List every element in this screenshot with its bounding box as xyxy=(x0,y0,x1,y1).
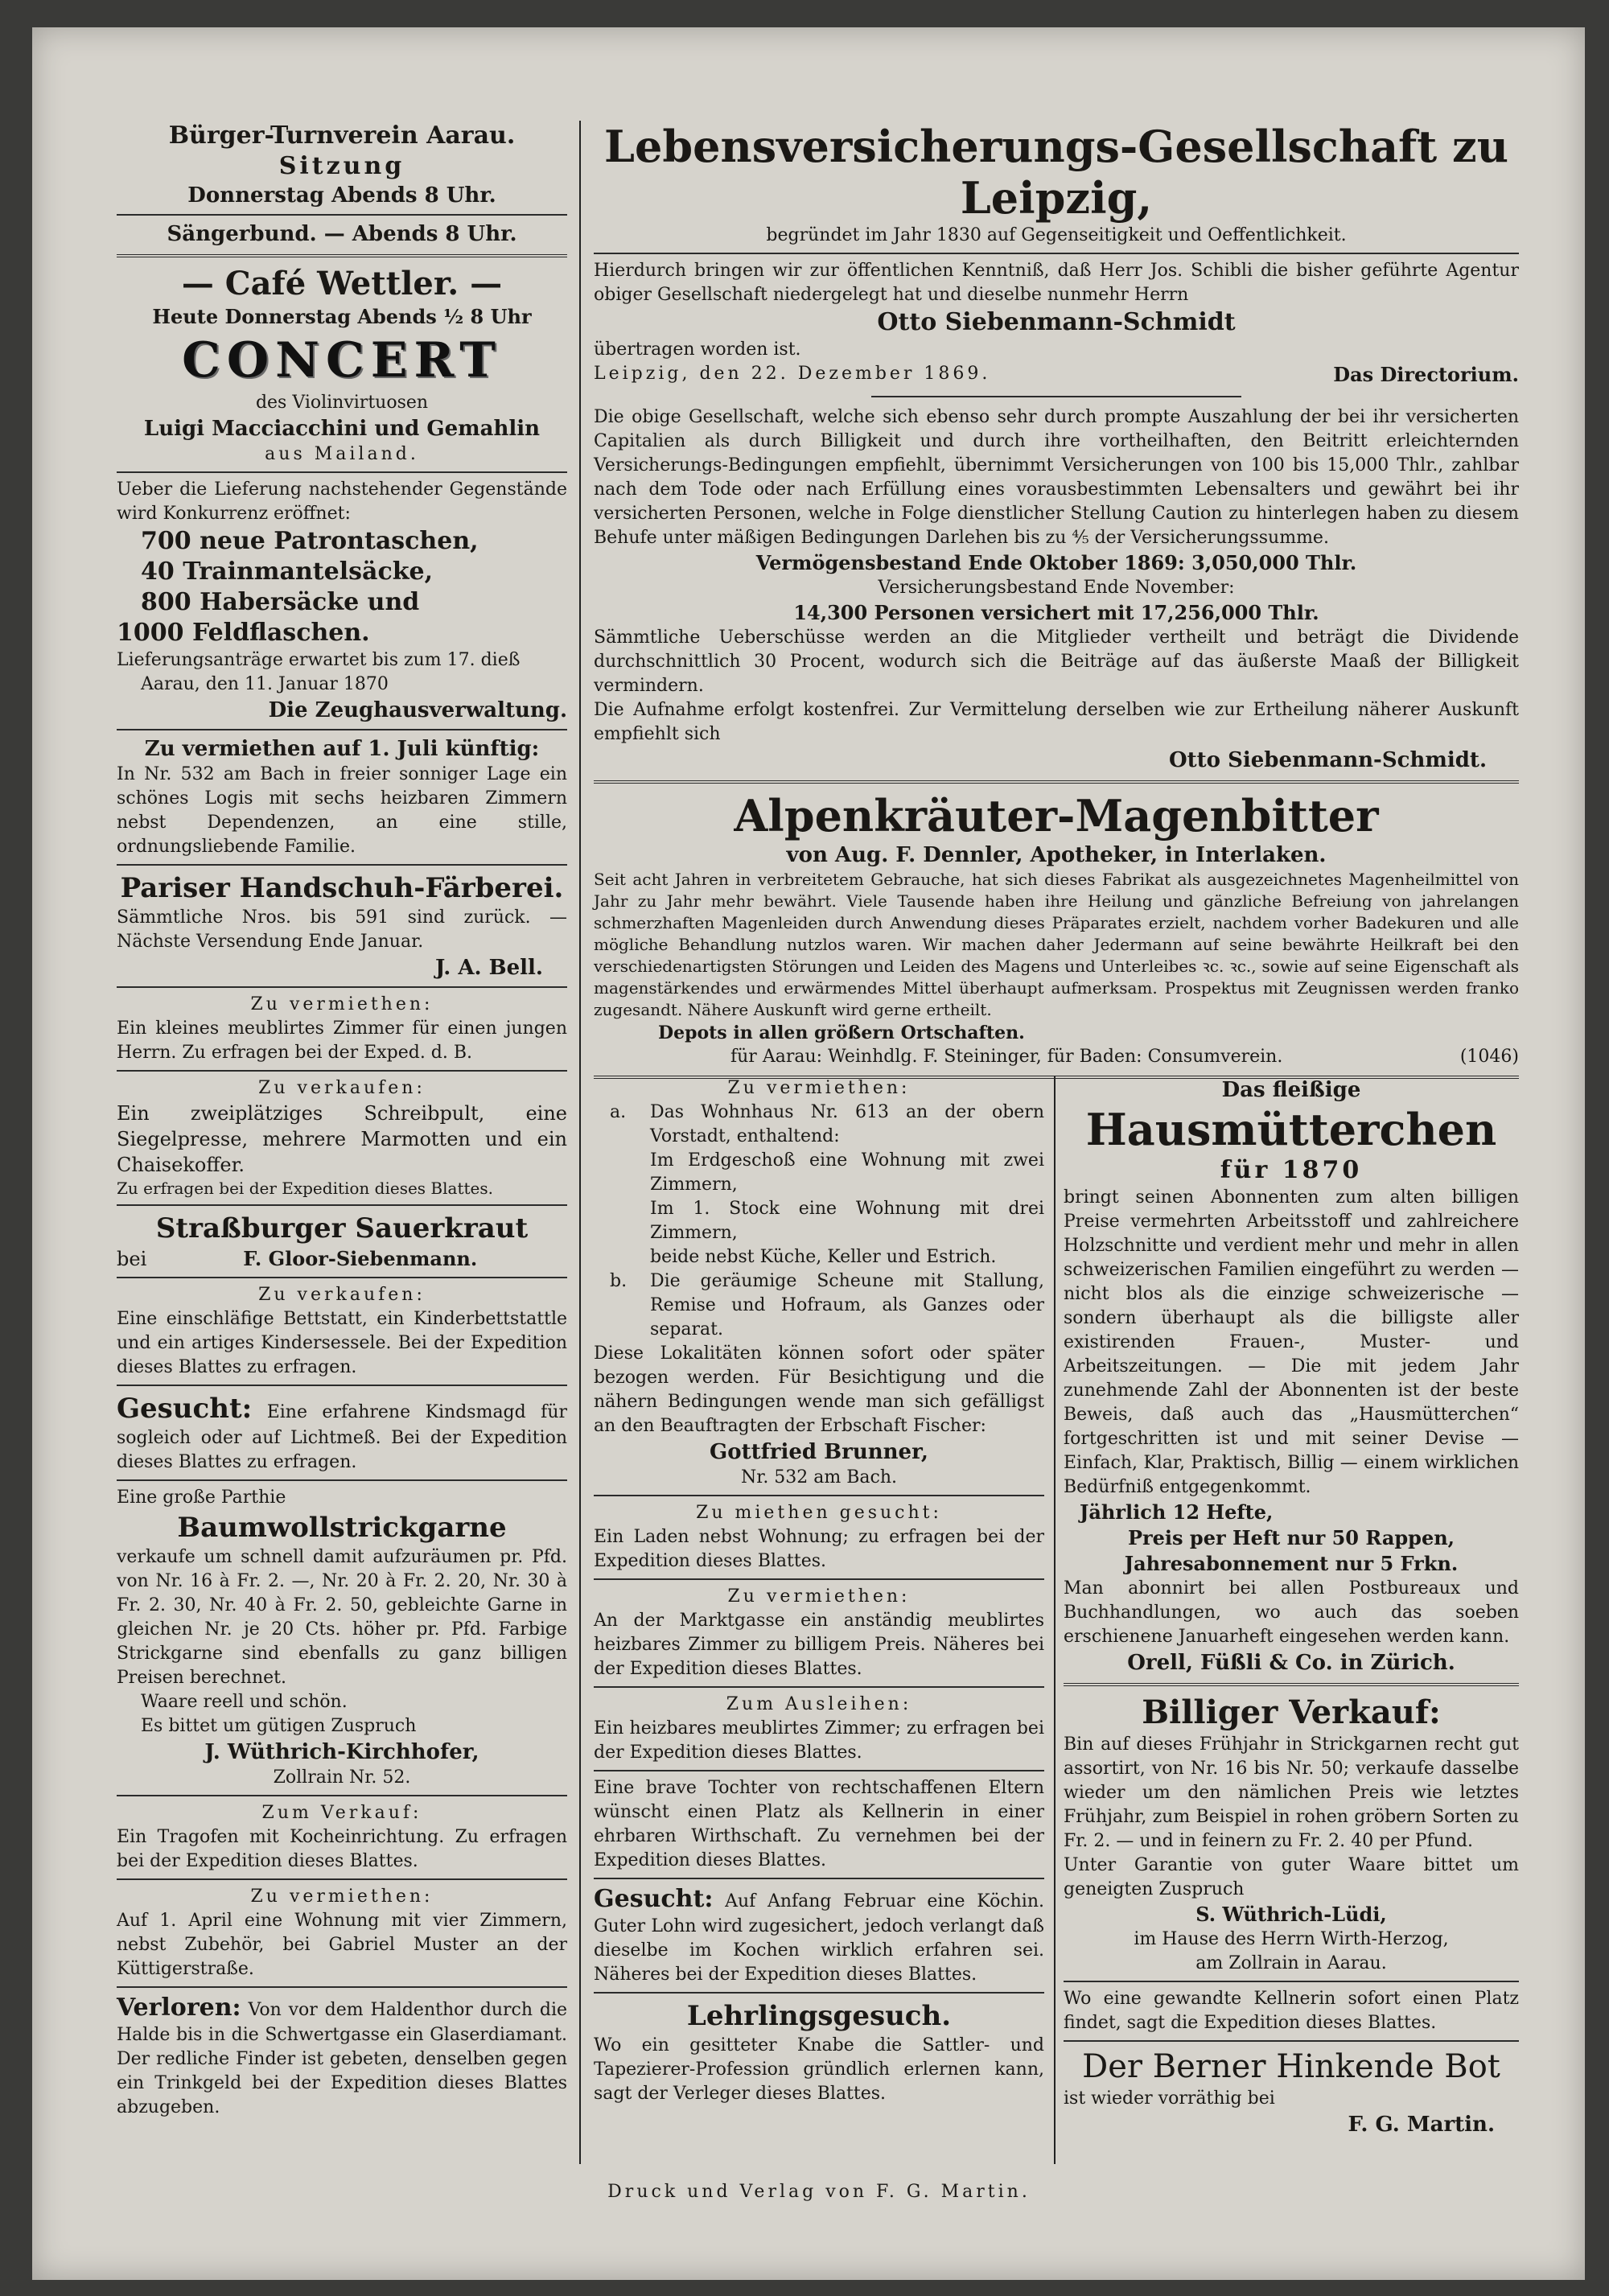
item-b-label: b. xyxy=(610,1271,628,1291)
miethen-head: Zu miethen gesucht: xyxy=(696,1503,942,1523)
leipzig-dir: Das Directorium. xyxy=(1333,363,1519,386)
verkauf-3-text: Ein Tragofen mit Kocheinrichtung. Zu erfragen bei der Expedition dieses Blattes. xyxy=(117,1827,567,1871)
concert-title: CONCERT xyxy=(182,332,502,389)
pariser-sign: J. A. Bell. xyxy=(435,956,543,980)
sauerkraut-name: F. Gloor-Siebenmann. xyxy=(243,1247,478,1270)
concert-names: Luigi Macciacchini und Gemahlin xyxy=(143,417,541,441)
vermiethen-zimmer-text: An der Marktgasse ein anständig meublirtes heizbares Zimmer zu billigem Preis. Näheres bei der Expedition dieses Blattes. xyxy=(594,1611,1044,1679)
gesucht-text: Eine erfahrene Kindsmagd für sogleich oder auf Lichtmeß. Bei der Expedition dieses Blattes zu erfragen. xyxy=(117,1402,568,1472)
leipzig-p3: Die obige Gesellschaft, welche sich ebenso sehr durch prompte Auszahlung der bei ihr versicherten Capitalien als durch Billigkeit und durch ihre vortheilhaften, den Beitritt erleichternden Versicherungs-Bedingungen empfiehlt, übernimmt Versicherungen von 100 bis 15,000 Thlr., zahlbar nach dem Tode oder nach Erfüllung eines vorausbestimmten Lebensalters und gewährt bei ihr versicherten Personen, welche in Folge dienstlicher Stellung Caution zu hinterlegen haben zu diesem Behufe unter mäßigen Bedingungen Darlehen bis zu ⅘ der Versicherungssumme. xyxy=(594,407,1519,548)
alpen-text: Seit acht Jahren in verbreitetem Gebrauche, hat sich dieses Fabrikat als ausgezeichnetes Magenheilmittel von Jahr zu Jahr mehr bewährt. Viele Tausende haben ihre Heilung und gänzliche Befreiung von jahrelangen schmerzhaften Magenleiden durch Anwendung dieses Präparates erzielt, nachdem vorher Badekuren und alle mögliche Behandlung nutzlos waren. Wir machen daher Jedermann auf seine bewährte Heilkraft bei den verschiedenartigsten Störungen und Leiden des Magens und Unterleibes ꝛc. ꝛc., sowie auf seine Eigenschaft als magenstärkendes und erwärmendes Mittel überhaupt aufmerksam. Prospektus mit Zeugnissen werden franko zugesandt. Nähere Auskunft wird gerne ertheilt. xyxy=(594,870,1519,1019)
billig-addr1: im Hause des Herrn Wirth-Herzog, xyxy=(1134,1929,1449,1949)
concert-when: Heute Donnerstag Abends ½ 8 Uhr xyxy=(152,305,532,328)
lieferung-date: Aarau, den 11. Januar 1870 xyxy=(141,674,389,694)
leipzig-name: Otto Siebenmann-Schmidt xyxy=(877,308,1236,336)
ausleihen-head: Zum Ausleihen: xyxy=(726,1694,912,1714)
garn-head: Baumwollstrickgarne xyxy=(177,1512,507,1544)
turnverein-title: Bürger-Turnverein Aarau. xyxy=(168,121,516,150)
bot-sign: F. G. Martin. xyxy=(1348,2113,1495,2137)
leipzig-head: Lebensversicherungs-Gesellschaft zu Leipzig, xyxy=(604,121,1508,224)
leipzig-p5: Die Aufnahme erfolgt kostenfrei. Zur Vermittelung derselben wie zur Ertheilung näherer Auskunft empfiehlt sich xyxy=(594,700,1519,744)
right-wide-column xyxy=(594,121,1519,1085)
garn-intro: Eine große Parthie xyxy=(117,1487,286,1508)
garn-sign: J. Wüthrich-Kirchhofer, xyxy=(204,1740,479,1764)
leipzig-sub: begründet im Jahr 1830 auf Gegenseitigkeit und Oeffentlichkeit. xyxy=(766,225,1347,245)
left-column xyxy=(117,121,567,2120)
item-a-line3: beide nebst Küche, Keller und Estrich. xyxy=(650,1247,997,1267)
leipzig-sign: Otto Siebenmann-Schmidt. xyxy=(1169,748,1487,772)
gesucht-label: Gesucht: xyxy=(117,1393,253,1425)
verkaufen-2-text: Eine einschläfige Bettstatt, ein Kinderbettstattle und ein artiges Kindersesselе. Bei der Expedition dieses Blattes zu erfragen. xyxy=(117,1309,567,1377)
vermiethen-1-text: In Nr. 532 am Bach in freier sonniger Lage ein schönes Logis mit sechs heizbaren Zimmern nebst Dependenzen, an eine stille, ordnungsliebende Familie. xyxy=(117,764,567,857)
hausmuetterchen-das: Das fleißige xyxy=(1221,1078,1361,1102)
item-a-line1: Im Erdgeschoß eine Wohnung mit zwei Zimmern, xyxy=(650,1150,1044,1195)
pariser-text: Sämmtliche Nros. bis 591 sind zurück. — Nächste Versendung Ende Januar. xyxy=(117,907,567,952)
pariser-head: Pariser Handschuh-Färberei. xyxy=(120,872,564,904)
middle-lower-column xyxy=(594,1076,1044,2106)
hausmuetterchen-preis: Preis per Heft nur 50 Rappen, xyxy=(1127,1526,1455,1549)
verkaufen-1-note: Zu erfragen bei der Expedition dieses Blattes. xyxy=(117,1179,493,1198)
hausmuetterchen-hefte: Jährlich 12 Hefte, xyxy=(1080,1500,1274,1524)
billig-garantie: Unter Garantie von guter Waare bittet um geneigten Zuspruch xyxy=(1064,1855,1519,1899)
vermiethen-zimmer-head: Zu vermiethen: xyxy=(727,1586,911,1607)
garn-addr: Zollrain Nr. 52. xyxy=(273,1767,411,1788)
item-b-text: Die geräumige Scheune mit Stallung, Remise und Hofraum, als Ganzes oder separat. xyxy=(650,1271,1044,1339)
verm-haus-sign: Gottfried Brunner, xyxy=(710,1440,928,1464)
bot-text: ist wieder vorräthig bei xyxy=(1064,2088,1275,2109)
lieferung-item-4: 1000 Feldflaschen. xyxy=(117,619,370,647)
alpen-aarau: für Aarau: Weinhdlg. F. Steininger, für Baden: Consumverein. xyxy=(730,1047,1283,1067)
leipzig-date: Leipzig, den 22. Dezember 1869. xyxy=(594,364,991,384)
sitzung-time: Donnerstag Abends 8 Uhr. xyxy=(187,183,496,208)
leipzig-p4: Sämmtliche Ueberschüsse werden an die Mitglieder vertheilt und beträgt die Dividende durchschnittlich 30 Procent, wodurch sich die Beiträge auf das äußerste Maaß der Billigkeit vermindern. xyxy=(594,627,1519,696)
billig-sign: S. Wüthrich-Lüdi, xyxy=(1195,1903,1387,1926)
garn-bittet: Es bittet um gütigen Zuspruch xyxy=(141,1716,417,1736)
garn-text: verkaufe um schnell damit aufzuräumen pr. Pfd. von Nr. 16 à Fr. 2. —, Nr. 20 à Fr. 2. 20, Nr. 30 à Fr. 2. 30, Nr. 40 à Fr. 2. 50, gebleichte Garne in gleichen Nr. je 20 Cts. höher pr. Pfd. Farbige Strickgarne sind ebenfalls zu ganz billigen Preisen berechnet. xyxy=(117,1547,567,1688)
sauerkraut-head: Straßburger Sauerkraut xyxy=(155,1212,529,1245)
vermiethen-3-text: Auf 1. April eine Wohnung mit vier Zimmern, nebst Zubehör, bei Gabriel Muster an der Küttigerstraße. xyxy=(117,1911,567,1979)
alpen-nr: (1046) xyxy=(1459,1047,1519,1067)
hausmuetterchen-year: für 1870 xyxy=(1220,1156,1363,1184)
verm-haus-addr: Nr. 532 am Bach. xyxy=(740,1467,898,1487)
lieferung-item-1: 700 neue Patrontaschen, xyxy=(141,527,479,555)
billig-text: Bin auf dieses Frühjahr in Strickgarnen recht gut assortirt, von Nr. 16 bis Nr. 50; verkaufe dasselbe wieder um den nämlichen Preis wie letztes Frühjahr, zum Beispiel in rohen gröbern Sorten zu Fr. 2. — und in feinern zu Fr. 2. 40 per Pfund. xyxy=(1064,1734,1519,1851)
verloren-label: Verloren: xyxy=(117,1994,241,2022)
hausmuetterchen-sign: Orell, Füßli & Co. in Zürich. xyxy=(1127,1651,1455,1675)
leipzig-vermoegen: Vermögensbestand Ende Oktober 1869: 3,050,000 Thlr. xyxy=(755,551,1357,574)
vermiethen-2-text: Ein kleines meublirtes Zimmer für einen jungen Herrn. Zu erfragen bei der Exped. d. B. xyxy=(117,1018,567,1063)
concert-des: des Violinvirtuosen xyxy=(255,393,429,413)
item-a-label: a. xyxy=(610,1102,627,1122)
verkaufen-1-head: Zu verkaufen: xyxy=(258,1078,426,1098)
column-rule-left xyxy=(579,121,581,2164)
alpen-depots: Depots in allen größern Ortschaften. xyxy=(658,1023,1025,1043)
sauerkraut-bei: bei xyxy=(117,1248,147,1270)
lieferung-sign: Die Zeughausverwaltung. xyxy=(268,698,567,722)
verkaufen-1-text: Ein zweiplätziges Schreibpult, eine Siegelpresse, mehrere Marmotten und ein Chaisekoffer. xyxy=(117,1102,567,1176)
vermiethen-3-head: Zu vermiethen: xyxy=(250,1887,434,1907)
verkaufen-2-head: Zu verkaufen: xyxy=(258,1285,426,1305)
verloren-text: Von vor dem Haldenthor durch die Halde bis in die Schwertgasse ein Glaserdiamant. Der redliche Finder ist gebeten, denselben gegen ein Trinkgeld bei der Expedition dieses Blattes abzugeben. xyxy=(117,2000,568,2117)
billig-head: Billiger Verkauf: xyxy=(1142,1693,1441,1731)
leipzig-p2: übertragen worden ist. xyxy=(594,339,801,360)
tochter-text: Eine brave Tochter von rechtschaffenen Eltern wünscht einen Platz als Kellnerin in einer ehrbaren Wirthschaft. Zu vernehmen bei der Expedition dieses Blattes. xyxy=(594,1778,1044,1870)
hausmuetterchen-head: Hausmütterchen xyxy=(1085,1104,1497,1155)
verm-haus-head: Zu vermiethen: xyxy=(727,1078,911,1098)
leipzig-versicherung: Versicherungsbestand Ende November: xyxy=(878,578,1235,598)
lehrling-text: Wo ein gesitteter Knabe die Sattler- und Tapezierer-Profession gründlich erlernen kann, sagt der Verleger dieses Blattes. xyxy=(594,2035,1044,2104)
leipzig-personen: 14,300 Personen versichert mit 17,256,000 Thlr. xyxy=(793,601,1319,624)
cafe-title: — Café Wettler. — xyxy=(181,265,503,302)
footer-imprint: Druck und Verlag von F. G. Martin. xyxy=(607,2182,1031,2202)
hausmuetterchen-abon: Man abonnirt bei allen Postbureaux und Buchhandlungen, wo auch das soeben erschienene Januarheft eingesehen werden kann. xyxy=(1064,1578,1519,1647)
koechin-text: Auf Anfang Februar eine Köchin. Guter Lohn wird zugesichert, jedoch verlangt daß dieselbe im Kochen wirklich erfahren sei. Näheres bei der Expedition dieses Blattes. xyxy=(594,1891,1045,1985)
hausmuetterchen-text: bringt seinen Abonnenten zum alten billigen Preise vermehrten Arbeitsstoff und zahlreichere Holzschnitte und verdient mehr und mehr in allen schweizerischen Familien eingeführt zu werden — nicht blos als die einzige schweizerische — sondern überhaupt als die billigste aller existirenden Frauen-, Muster- und Arbeitszeitungen. — Die mit jedem Jahr zunehmende Zahl der Abonnenten ist der beste Beweis, daß auch das „Hausmütterchen“ fortgeschritten ist und mit seiner Devise — Einfach, Klar, Praktisch, Billig — einem wirklichen Bedürfniß entgegenkommt. xyxy=(1064,1187,1519,1497)
bot-head: Der Berner Hinkende Bot xyxy=(1082,2048,1500,2085)
leipzig-p1: Hierdurch bringen wir zur öffentlichen Kenntniß, daß Herr Jos. Schibli die bisher geführte Agentur obiger Gesellschaft niedergelegt hat und dieselbe nunmehr Herrn xyxy=(594,261,1519,305)
lieferung-item-3: 800 Habersäcke und xyxy=(141,588,420,616)
vermiethen-2-head: Zu vermiethen: xyxy=(250,994,434,1014)
lieferung-deadline: Lieferungsanträge erwartet bis zum 17. dieß xyxy=(117,650,521,670)
alpen-von: von Aug. F. Dennler, Apotheker, in Interlaken. xyxy=(786,843,1327,867)
miethen-text: Ein Laden nebst Wohnung; zu erfragen bei der Expedition dieses Blattes. xyxy=(594,1527,1044,1571)
verm-haus-p: Diese Lokalitäten können sofort oder später bezogen werden. Für Besichtigung und die nähern Bedingungen wende man sich gefälligst an den Beauftragten der Erbschaft Fischer: xyxy=(594,1343,1044,1436)
item-a-line2: Im 1. Stock eine Wohnung mit drei Zimmern, xyxy=(650,1199,1044,1243)
sitzung: Sitzung xyxy=(278,152,405,180)
saengerbund: Sängerbund. — Abends 8 Uhr. xyxy=(167,222,517,246)
garn-waare: Waare reell und schön. xyxy=(141,1692,348,1712)
column-rule-right xyxy=(1054,1076,1056,2164)
verkauf-3-head: Zum Verkauf: xyxy=(261,1803,422,1823)
right-lower-column xyxy=(1064,1076,1519,2138)
billig-addr2: am Zollrain in Aarau. xyxy=(1195,1953,1387,1973)
ausleihen-text: Ein heizbares meublirtes Zimmer; zu erfragen bei der Expedition dieses Blattes. xyxy=(594,1718,1044,1763)
lieferung-intro: Ueber die Lieferung nachstehender Gegenstände wird Konkurrenz eröffnet: xyxy=(117,479,567,524)
lieferung-item-2: 40 Trainmantelsäcke, xyxy=(141,558,434,586)
item-a-text: Das Wohnhaus Nr. 613 an der obern Vorstadt, enthaltend: xyxy=(650,1102,1044,1146)
alpen-head: Alpenkräuter-Magenbitter xyxy=(734,790,1379,841)
koechin-label: Gesucht: xyxy=(594,1885,714,1913)
concert-from: aus Mailand. xyxy=(265,444,419,464)
kellnerin-text: Wo eine gewandte Kellnerin sofort einen Platz findet, sagt die Expedition dieses Blattes. xyxy=(1064,1989,1519,2033)
lehrling-head: Lehrlingsgesuch. xyxy=(686,2000,952,2032)
vermiethen-1-head: Zu vermiethen auf 1. Juli künftig: xyxy=(144,737,540,761)
hausmuetterchen-abo: Jahresabonnement nur 5 Frkn. xyxy=(1124,1552,1459,1575)
